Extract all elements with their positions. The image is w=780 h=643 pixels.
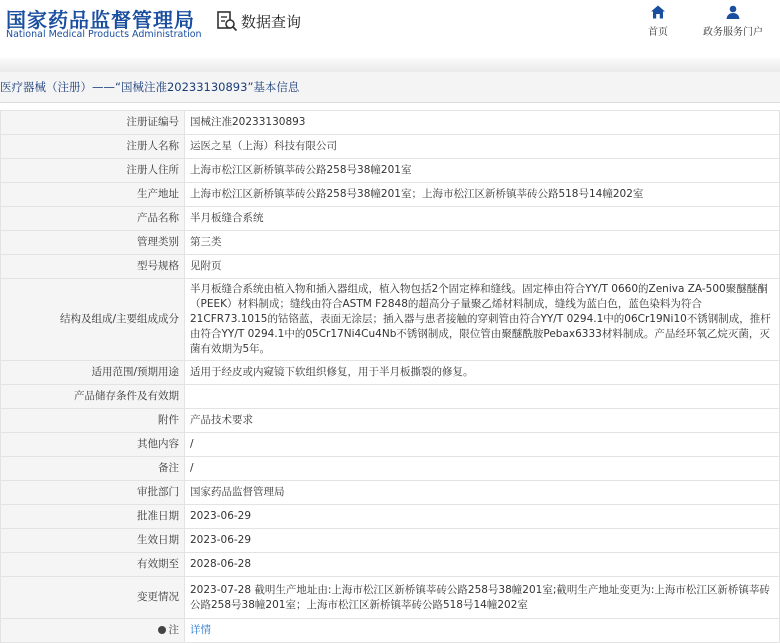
row-value: 产品技术要求 xyxy=(185,409,780,433)
row-value: 适用于经皮或内窥镜下软组织修复，用于半月板撕裂的修复。 xyxy=(185,361,780,385)
table-row xyxy=(1,361,780,385)
table-row xyxy=(1,183,780,207)
row-value: 见附页 xyxy=(185,255,780,279)
row-label: 批准日期 xyxy=(1,505,185,529)
row-label: 审批部门 xyxy=(1,481,185,505)
table-row xyxy=(1,481,780,505)
row-label: 产品储存条件及有效期 xyxy=(1,385,185,409)
detail-table-wrap xyxy=(0,110,780,643)
row-label: 注册证编号 xyxy=(1,111,185,135)
details-link[interactable]: 详情 xyxy=(190,624,211,636)
info-icon xyxy=(158,626,166,634)
table-row xyxy=(1,457,780,481)
document-search-icon xyxy=(216,10,238,32)
row-value: / xyxy=(185,457,780,481)
table-row xyxy=(1,553,780,577)
row-label: 型号规格 xyxy=(1,255,185,279)
row-label: 有效期至 xyxy=(1,553,185,577)
row-label: 注册人名称 xyxy=(1,135,185,159)
table-row xyxy=(1,159,780,183)
data-query-label: 数据查询 xyxy=(241,12,302,31)
table-row xyxy=(1,433,780,457)
row-value: 国械注准20233130893 xyxy=(185,111,780,135)
note-label: 注 xyxy=(168,624,179,636)
data-query-title xyxy=(216,10,301,32)
row-label: 备注 xyxy=(1,457,185,481)
row-label: 注册人住所 xyxy=(1,159,185,183)
header-divider xyxy=(0,58,780,73)
table-row xyxy=(1,255,780,279)
row-value xyxy=(185,385,780,409)
row-value: 2028-06-28 xyxy=(185,553,780,577)
row-label: 产品名称 xyxy=(1,207,185,231)
row-value: 运医之星（上海）科技有限公司 xyxy=(185,135,780,159)
row-value: 上海市松江区新桥镇莘砖公路258号38幢201室 xyxy=(185,159,780,183)
table-row xyxy=(1,207,780,231)
row-label: 管理类别 xyxy=(1,231,185,255)
row-value: 第三类 xyxy=(185,231,780,255)
note-value-cell xyxy=(185,619,780,643)
detail-table xyxy=(0,110,780,643)
row-label: 变更情况 xyxy=(1,577,185,619)
row-value: 半月板缝合系统 xyxy=(185,207,780,231)
nav-gov-label: 政务服务门户 xyxy=(703,27,763,38)
row-value: 2023-07-28 截明生产地址由:上海市松江区新桥镇莘砖公路258号38幢201室;截明生产地址变更为:上海市松江区新桥镇莘砖公路258号38幢201室；上海市松江区新桥镇莘砖公路518号14幢202室 xyxy=(185,577,780,619)
row-value: 上海市松江区新桥镇莘砖公路258号38幢201室；上海市松江区新桥镇莘砖公路518号14幢202室 xyxy=(185,183,780,207)
logo-title[interactable]: 国家药品监督管理局 xyxy=(6,8,195,32)
table-row xyxy=(1,279,780,361)
table-row xyxy=(1,505,780,529)
table-row xyxy=(1,577,780,619)
row-value: 半月板缝合系统由植入物和插入器组成，植入物包括2个固定棒和缝线。固定棒由符合YY/T 0660的Zeniva ZA-500聚醚醚酮（PEEK）材料制成；缝线由符合ASTM F2848的超高分子量聚乙烯材料制成，缝线为蓝白色，蓝色染料为符合21CFR73.1015的钴铬蓝，表面无涂层；插入器与患者接触的穿刺管由符合YY/T 0294.1中的06Cr19Ni10不锈钢制成，推杆由符合YY/T 0294.1中的05Cr17Ni4Cu4Nb不锈钢制成，限位管由聚醚酰胺Pebax6333材料制成。产品经环氧乙烷灭菌，灭菌有效期为5年。 xyxy=(185,279,780,361)
user-icon xyxy=(725,4,741,20)
row-value: 国家药品监督管理局 xyxy=(185,481,780,505)
table-row xyxy=(1,231,780,255)
breadcrumb: 医疗器械（注册）——“国械注准20233130893”基本信息 xyxy=(0,72,780,103)
logo-subtitle: National Medical Products Administration xyxy=(6,29,202,40)
row-value: 2023-06-29 xyxy=(185,505,780,529)
table-row xyxy=(1,111,780,135)
table-row xyxy=(1,409,780,433)
site-header xyxy=(0,0,780,58)
row-label: 适用范围/预期用途 xyxy=(1,361,185,385)
table-row xyxy=(1,385,780,409)
row-label: 其他内容 xyxy=(1,433,185,457)
row-label: 生产地址 xyxy=(1,183,185,207)
row-label: 结构及组成/主要组成成分 xyxy=(1,279,185,361)
nav-home[interactable] xyxy=(648,4,668,38)
note-label-cell xyxy=(1,619,185,643)
nav-home-label: 首页 xyxy=(648,27,668,38)
row-value: / xyxy=(185,433,780,457)
row-label: 附件 xyxy=(1,409,185,433)
home-icon xyxy=(650,4,666,20)
table-row xyxy=(1,529,780,553)
table-row xyxy=(1,135,780,159)
nav-gov-service[interactable] xyxy=(703,4,763,38)
table-row xyxy=(1,619,780,643)
row-label: 生效日期 xyxy=(1,529,185,553)
row-value: 2023-06-29 xyxy=(185,529,780,553)
